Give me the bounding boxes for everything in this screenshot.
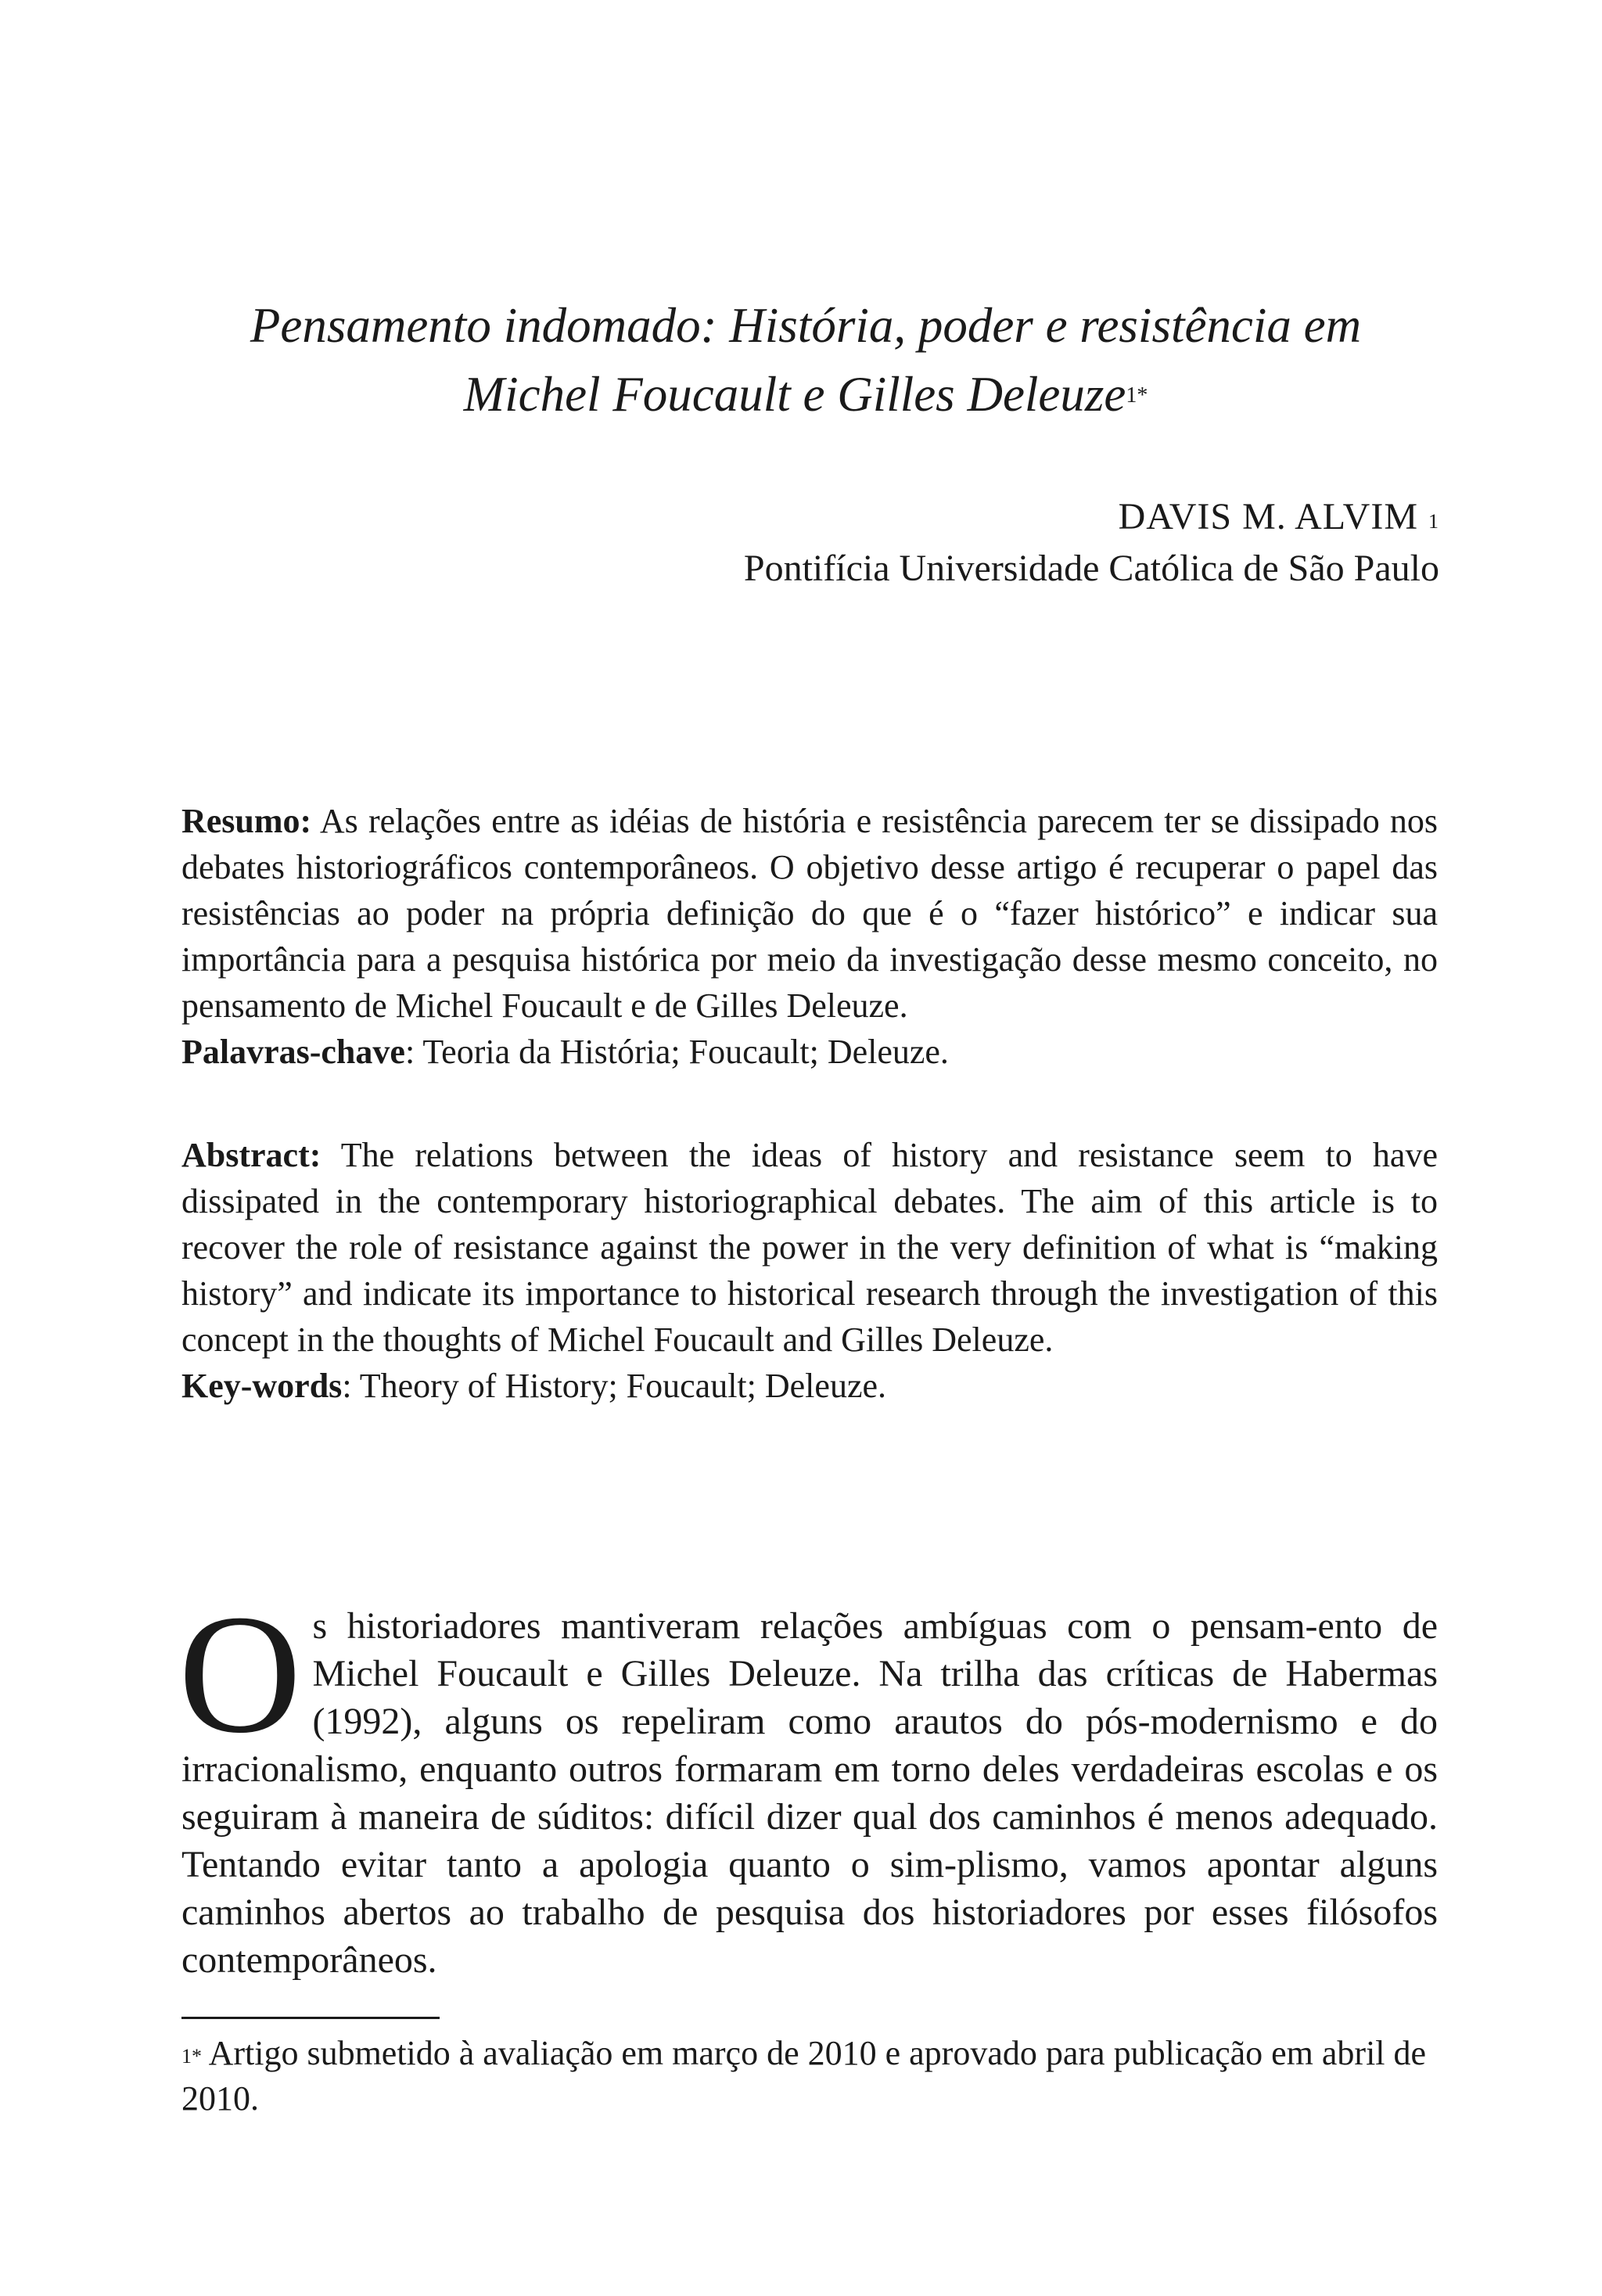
resumo-keywords (181, 1029, 1438, 1075)
abstract-block (181, 1132, 1438, 1409)
resumo-keywords-text: : Teoria da História; Foucault; Deleuze. (404, 1033, 949, 1071)
body-text: s historiadores mantiveram relações ambíguas com o pensam-ento de Michel Foucault e Gilles Deleuze. Na trilha das críticas de Habermas (1992), alguns os repeliram como arautos do pós-modernismo e do irracionalismo, enquanto outros formaram em torno deles verdadeiras escolas e os seguiram à maneira de súditos: difícil dizer qual dos caminhos é menos adequado. Tentando evitar tanto a apologia quanto o sim-plismo, vamos apontar alguns caminhos abertos ao trabalho de pesquisa dos historiadores por esses filósofos contemporâneos. (181, 1605, 1438, 1981)
author-block (744, 491, 1439, 595)
abstract-keywords (181, 1363, 1438, 1409)
author-mark: 1 (1428, 510, 1439, 533)
drop-cap: O (178, 1580, 302, 1769)
abstract-keywords-label: Key-words (181, 1367, 343, 1405)
abstract-text: The relations between the ideas of history and resistance seem to have dissipated in the contemporary historiographical debates. The aim of this article is to recover the role of resistance against the power in the very definition of what is “making history” and indicate its importance to historical research through the investigation of this concept in the thoughts of Michel Foucault and Gilles Deleuze. (181, 1136, 1438, 1359)
author-name: DAVIS M. ALVIM (1118, 496, 1418, 537)
title-line-1: Pensamento indomado: História, poder e resistência em (250, 298, 1362, 353)
title-line-2 (180, 360, 1431, 429)
footnote-mark: 1* (181, 2045, 202, 2068)
article-title (180, 291, 1431, 429)
body-paragraph (178, 1580, 1438, 1984)
resumo-block (181, 798, 1438, 1075)
resumo-keywords-label: Palavras-chave (181, 1033, 405, 1071)
abstract-keywords-text: : Theory of History; Foucault; Deleuze. (342, 1367, 886, 1405)
resumo-paragraph (181, 798, 1438, 1029)
footnote-text: Artigo submetido à avaliação em março de 2010 e aprovado para publicação em abril de 2010. (181, 2034, 1427, 2118)
title-footnote-mark: 1* (1126, 383, 1148, 408)
abstract-label: Abstract: (181, 1136, 321, 1174)
abstract-paragraph (181, 1132, 1438, 1363)
author-name-line (744, 491, 1439, 543)
footnote-divider (181, 2017, 440, 2019)
resumo-text: As relações entre as idéias de história e resistência parecem ter se dissipado nos debates historiográficos contemporâneos. O objetivo desse artigo é recuperar o papel das resistências ao poder na própria definição do que é o “fazer histórico” e indicar sua importância para a pesquisa histórica por meio da investigação desse mesmo conceito, no pensamento de Michel Foucault e de Gilles Deleuze. (181, 802, 1438, 1025)
resumo-label: Resumo: (181, 802, 312, 840)
title-line-2-text: Michel Foucault e Gilles Deleuze (463, 367, 1126, 422)
author-affiliation: Pontifícia Universidade Católica de São Paulo (743, 548, 1439, 589)
footnote (181, 2031, 1438, 2122)
